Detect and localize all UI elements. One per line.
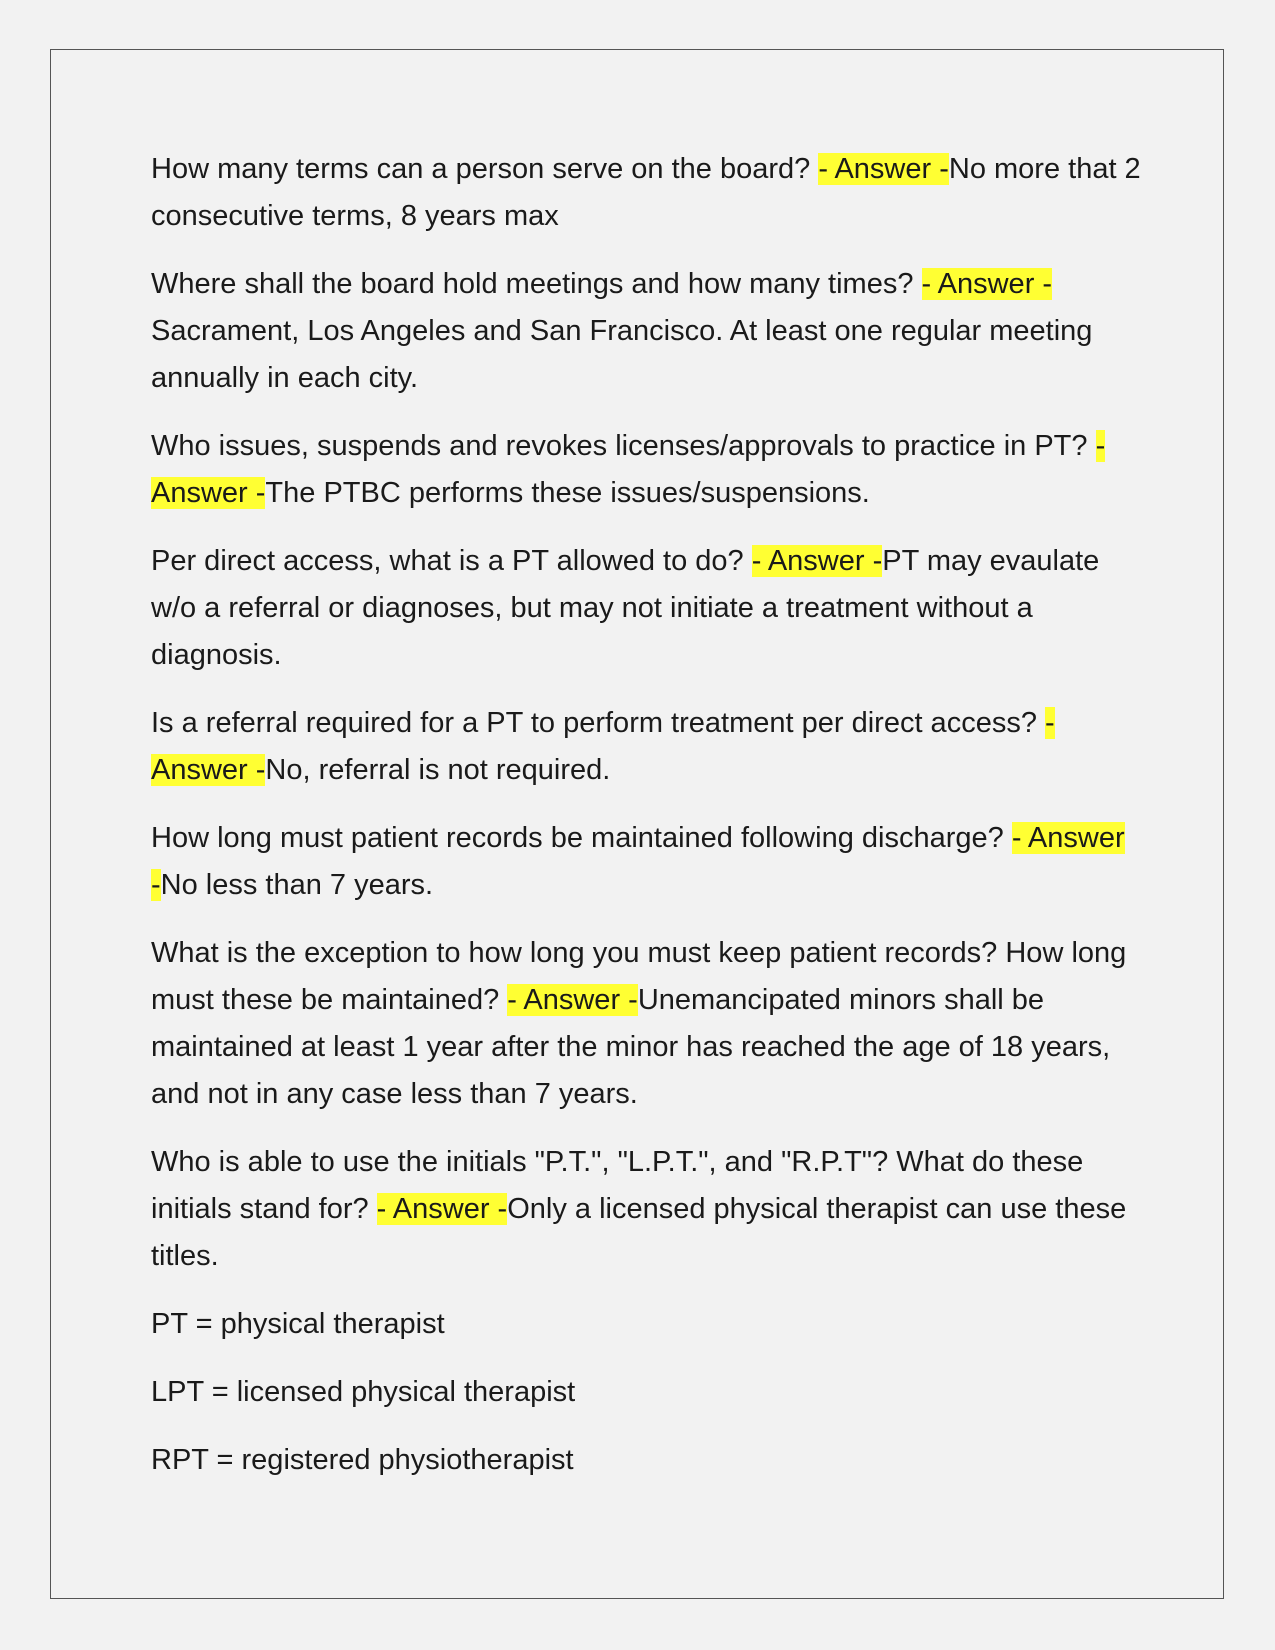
qa-item [151,146,1141,240]
answer-text: PT may evaulate w/o a referral or diagnoses, but may not initiate a treatment without a diagnosis. [151,545,1100,671]
definition-lpt: LPT = licensed physical therapist [151,1376,576,1408]
question-text: Where shall the board hold meetings and how many times? [151,268,922,300]
qa-item [151,538,1141,679]
qa-item [151,700,1141,794]
qa-item [151,930,1141,1118]
question-text: Who issues, suspends and revokes licenses/approvals to practice in PT? [151,430,1096,462]
answer-text: Only a licensed physical therapist can use these titles. [151,1193,1127,1272]
question-text: Who is able to use the initials "P.T.", "L.P.T.", and "R.P.T"? What do these initials stand for? [151,1146,1084,1225]
definition-rpt: RPT = registered physiotherapist [151,1444,574,1476]
qa-item [151,423,1141,517]
qa-item [151,1139,1141,1280]
answer-marker: - Answer - [507,984,638,1016]
answer-marker: - Answer - [818,153,949,185]
question-text: Is a referral required for a PT to perform treatment per direct access? [151,707,1046,739]
question-text: Per direct access, what is a PT allowed to do? [151,545,752,577]
answer-marker: - Answer - [151,822,1125,901]
answer-text: Sacrament, Los Angeles and San Francisco. At least one regular meeting annually in each city. [151,315,1093,394]
definition-pt: PT = physical therapist [151,1308,445,1340]
answer-marker: - Answer - [921,268,1053,300]
question-text: How long must patient records be maintained following discharge? [151,822,1012,854]
answer-text: No more that 2 consecutive terms, 8 years max [151,153,1141,232]
qa-item [151,815,1141,909]
answer-marker: - Answer - [151,430,1106,509]
answer-text: The PTBC performs these issues/suspensions. [265,477,870,509]
question-text: What is the exception to how long you must keep patient records? How long must these be maintained? [151,937,1127,1016]
answer-marker: - Answer - [376,1193,508,1225]
question-text: How many terms can a person serve on the board? [151,153,819,185]
document-body [151,146,1141,1505]
answer-marker: - Answer - [151,707,1055,786]
answer-marker: - Answer - [751,545,883,577]
qa-item [151,261,1141,402]
answer-text: No less than 7 years. [160,869,434,901]
answer-text: Unemancipated minors shall be maintained at least 1 year after the minor has reached the age of 18 years, and not in any case less than 7 years. [151,984,1111,1110]
answer-text: No, referral is not required. [265,754,611,786]
